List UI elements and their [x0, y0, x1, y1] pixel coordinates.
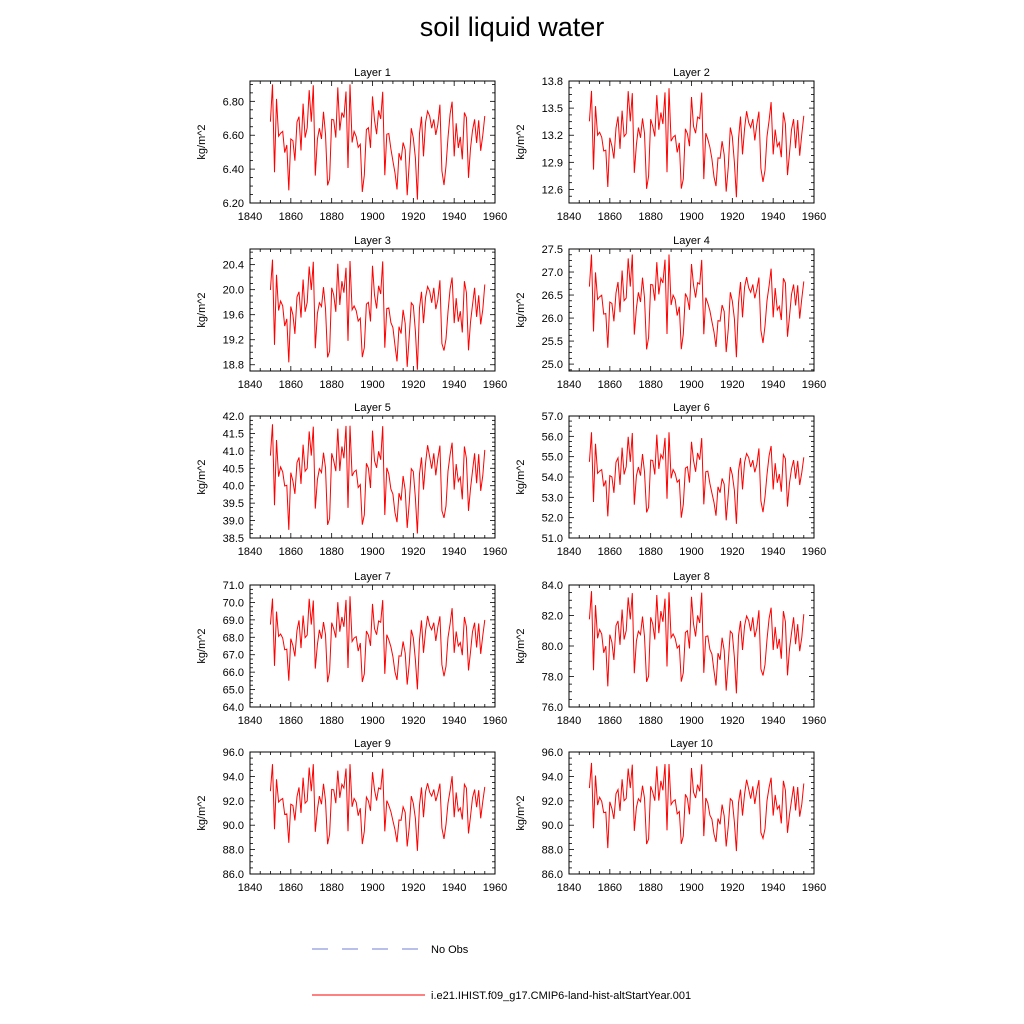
x-tick-label: 1940: [760, 546, 786, 558]
x-tick-label: 1880: [638, 211, 663, 223]
x-tick-label: 1880: [638, 715, 663, 727]
y-tick-label: 78.0: [541, 671, 563, 684]
y-tick-label: 6.20: [222, 198, 244, 210]
y-tick-label: 26.0: [541, 313, 563, 326]
series-line: [589, 591, 803, 693]
x-tick-label: 1960: [801, 546, 827, 558]
x-tick-label: 1940: [760, 211, 786, 223]
x-tick-label: 1900: [360, 379, 385, 391]
x-tick-label: 1960: [801, 715, 827, 727]
y-tick-label: 12.9: [541, 157, 563, 170]
panel-title: Layer 6: [673, 402, 710, 414]
y-tick-label: 27.5: [541, 244, 563, 256]
x-tick-label: 1860: [597, 211, 623, 223]
y-tick-label: 88.0: [541, 844, 563, 857]
y-tick-label: 84.0: [541, 580, 563, 592]
x-tick-label: 1880: [319, 546, 344, 558]
y-tick-label: 42.0: [222, 411, 244, 423]
x-tick-label: 1940: [760, 882, 786, 894]
panel-title: Layer 5: [354, 402, 391, 414]
x-tick-label: 1940: [760, 715, 786, 727]
x-tick-label: 1860: [597, 882, 623, 894]
x-tick-label: 1940: [441, 882, 467, 894]
y-tick-label: 68.0: [222, 632, 244, 645]
y-tick-label: 41.0: [222, 445, 244, 458]
x-tick-label: 1860: [597, 715, 623, 727]
chart-panel-1: [196, 67, 507, 223]
y-axis-label: kg/m^2: [196, 124, 208, 160]
x-tick-label: 1840: [556, 546, 582, 558]
x-tick-label: 1940: [441, 715, 467, 727]
y-tick-label: 6.80: [222, 96, 244, 109]
x-tick-label: 1920: [401, 882, 426, 894]
x-tick-label: 1880: [638, 546, 663, 558]
x-tick-label: 1920: [401, 546, 426, 558]
x-tick-label: 1900: [360, 715, 385, 727]
panel-title: Layer 4: [673, 235, 710, 247]
series-line: [270, 260, 484, 370]
y-tick-label: 25.0: [541, 359, 563, 372]
x-tick-label: 1860: [278, 379, 304, 391]
x-tick-label: 1900: [360, 546, 385, 558]
panel-title: Layer 3: [354, 235, 391, 247]
x-tick-label: 1880: [319, 882, 344, 894]
y-tick-label: 53.0: [541, 492, 563, 505]
y-tick-label: 38.5: [222, 533, 244, 545]
y-tick-label: 94.0: [541, 771, 563, 784]
x-tick-label: 1840: [556, 211, 582, 223]
y-tick-label: 25.5: [541, 336, 563, 349]
x-tick-label: 1880: [638, 379, 663, 391]
panel-title: Layer 2: [673, 67, 710, 79]
chart-panel-4: [515, 235, 826, 391]
series-line: [589, 255, 803, 358]
y-tick-label: 82.0: [541, 610, 563, 623]
y-tick-label: 19.2: [222, 334, 244, 347]
series-line: [270, 596, 484, 689]
chart-panel-3: [196, 235, 507, 391]
x-tick-label: 1840: [237, 546, 263, 558]
y-tick-label: 96.0: [541, 747, 563, 759]
y-tick-label: 92.0: [541, 795, 563, 808]
series-line: [270, 764, 484, 851]
y-tick-label: 51.0: [541, 533, 563, 545]
x-tick-label: 1920: [401, 211, 426, 223]
x-tick-label: 1900: [360, 211, 385, 223]
y-tick-label: 90.0: [222, 820, 244, 833]
y-tick-label: 13.8: [541, 76, 563, 88]
y-tick-label: 67.0: [222, 649, 244, 662]
legend-model-label: i.e21.IHIST.f09_g17.CMIP6-land-hist-altStartYear.001: [431, 990, 692, 1002]
y-tick-label: 27.0: [541, 267, 563, 280]
x-tick-label: 1920: [720, 546, 745, 558]
panel-title: Layer 9: [354, 738, 391, 750]
x-tick-label: 1860: [597, 379, 623, 391]
x-tick-label: 1960: [482, 882, 508, 894]
x-tick-label: 1960: [801, 882, 827, 894]
y-tick-label: 65.0: [222, 684, 244, 697]
legend-obs-label: No Obs: [431, 944, 469, 956]
panel-title: Layer 7: [354, 571, 391, 583]
y-tick-label: 19.6: [222, 309, 244, 322]
panel-title: Layer 1: [354, 67, 391, 79]
y-tick-label: 76.0: [541, 702, 563, 714]
y-axis-label: kg/m^2: [515, 459, 527, 495]
y-tick-label: 52.0: [541, 512, 563, 525]
x-tick-label: 1880: [638, 882, 663, 894]
y-axis-label: kg/m^2: [515, 628, 527, 664]
chart-panel-5: [196, 402, 507, 558]
series-line: [270, 84, 484, 199]
y-tick-label: 70.0: [222, 597, 244, 610]
x-tick-label: 1960: [801, 379, 827, 391]
y-tick-label: 92.0: [222, 795, 244, 808]
x-tick-label: 1840: [556, 715, 582, 727]
y-axis-label: kg/m^2: [196, 292, 208, 328]
y-tick-label: 86.0: [222, 869, 244, 881]
panel-title: Layer 8: [673, 571, 710, 583]
y-tick-label: 13.5: [541, 103, 563, 116]
x-tick-label: 1880: [319, 715, 344, 727]
chart-panel-2: [515, 67, 826, 223]
y-tick-label: 90.0: [541, 820, 563, 833]
plot-frame: [250, 752, 495, 874]
y-tick-label: 96.0: [222, 747, 244, 759]
chart-panel-7: [196, 571, 507, 727]
y-tick-label: 40.5: [222, 463, 244, 476]
x-tick-label: 1940: [760, 379, 786, 391]
y-tick-label: 20.0: [222, 284, 244, 297]
x-tick-label: 1880: [319, 379, 344, 391]
y-tick-label: 40.0: [222, 480, 244, 493]
series-line: [270, 424, 484, 533]
y-tick-label: 94.0: [222, 771, 244, 784]
y-tick-label: 88.0: [222, 844, 244, 857]
y-tick-label: 12.6: [541, 184, 563, 197]
y-axis-label: kg/m^2: [196, 628, 208, 664]
y-tick-label: 13.2: [541, 130, 563, 143]
y-tick-label: 41.5: [222, 428, 244, 441]
y-tick-label: 57.0: [541, 411, 563, 423]
x-tick-label: 1860: [278, 715, 304, 727]
y-axis-label: kg/m^2: [196, 459, 208, 495]
y-axis-label: kg/m^2: [515, 292, 527, 328]
x-tick-label: 1960: [801, 211, 827, 223]
y-axis-label: kg/m^2: [515, 124, 527, 160]
y-tick-label: 6.60: [222, 130, 244, 143]
x-tick-label: 1900: [679, 379, 704, 391]
y-tick-label: 54.0: [541, 472, 563, 484]
x-tick-label: 1920: [720, 211, 745, 223]
chart-panel-10: [515, 738, 826, 894]
y-tick-label: 69.0: [222, 614, 244, 627]
y-tick-label: 56.0: [541, 431, 563, 444]
plot-frame: [569, 416, 814, 538]
x-tick-label: 1920: [401, 379, 426, 391]
y-tick-label: 80.0: [541, 641, 563, 653]
y-axis-label: kg/m^2: [196, 795, 208, 831]
legend: [312, 944, 691, 1002]
x-tick-label: 1860: [278, 882, 304, 894]
x-tick-label: 1940: [441, 379, 467, 391]
x-tick-label: 1920: [720, 379, 745, 391]
x-tick-label: 1920: [720, 882, 745, 894]
x-tick-label: 1840: [237, 882, 263, 894]
chart-panel-6: [515, 402, 826, 558]
chart-panel-8: [515, 571, 826, 727]
y-tick-label: 18.8: [222, 359, 244, 372]
x-tick-label: 1920: [720, 715, 745, 727]
x-tick-label: 1960: [482, 211, 508, 223]
series-line: [589, 432, 803, 524]
x-tick-label: 1840: [556, 882, 582, 894]
x-tick-label: 1840: [556, 379, 582, 391]
x-tick-label: 1860: [278, 546, 304, 558]
y-tick-label: 64.0: [222, 702, 244, 714]
x-tick-label: 1940: [441, 211, 467, 223]
y-tick-label: 55.0: [541, 451, 563, 464]
x-tick-label: 1940: [441, 546, 467, 558]
y-tick-label: 26.5: [541, 290, 563, 303]
y-tick-label: 20.4: [222, 259, 244, 272]
y-tick-label: 6.40: [222, 164, 244, 177]
y-tick-label: 71.0: [222, 580, 244, 592]
panel-title: Layer 10: [670, 738, 713, 750]
x-tick-label: 1880: [319, 211, 344, 223]
y-tick-label: 66.0: [222, 667, 244, 680]
x-tick-label: 1840: [237, 715, 263, 727]
x-tick-label: 1920: [401, 715, 426, 727]
x-tick-label: 1960: [482, 379, 508, 391]
x-tick-label: 1900: [679, 882, 704, 894]
series-line: [589, 763, 803, 851]
y-tick-label: 39.0: [222, 515, 244, 528]
x-tick-label: 1840: [237, 211, 263, 223]
series-line: [589, 88, 803, 197]
x-tick-label: 1900: [679, 715, 704, 727]
x-tick-label: 1960: [482, 715, 508, 727]
x-tick-label: 1900: [679, 546, 704, 558]
x-tick-label: 1840: [237, 379, 263, 391]
x-tick-label: 1960: [482, 546, 508, 558]
y-tick-label: 86.0: [541, 869, 563, 881]
figure-title: soil liquid water: [419, 12, 605, 42]
y-axis-label: kg/m^2: [515, 795, 527, 831]
x-tick-label: 1860: [278, 211, 304, 223]
x-tick-label: 1900: [679, 211, 704, 223]
y-tick-label: 39.5: [222, 498, 244, 511]
chart-panel-9: [196, 738, 507, 894]
x-tick-label: 1900: [360, 882, 385, 894]
x-tick-label: 1860: [597, 546, 623, 558]
